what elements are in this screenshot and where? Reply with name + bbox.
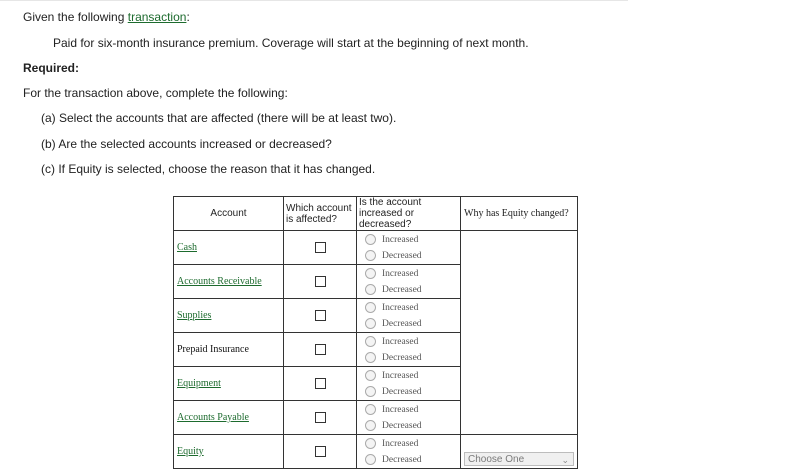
transaction-table <box>173 196 578 469</box>
affected-cell <box>284 435 357 469</box>
transaction-description: Paid for six-month insurance premium. Coverage will start at the beginning of next month. <box>53 36 529 50</box>
part-b: (b) Are the selected accounts increased or decreased? <box>41 137 332 151</box>
affected-cell <box>284 367 357 401</box>
checkbox-icon[interactable] <box>315 344 326 355</box>
radio-decreased[interactable]: Decreased <box>365 384 460 400</box>
radio-increased[interactable]: Increased <box>365 266 460 282</box>
radio-icon[interactable] <box>365 268 376 279</box>
radio-decreased[interactable]: Decreased <box>365 452 460 468</box>
table-row <box>174 435 578 469</box>
change-cell <box>357 265 461 299</box>
radio-icon[interactable] <box>365 454 376 465</box>
select-value: Choose One <box>468 454 525 465</box>
account-cell <box>174 435 284 469</box>
radio-increased[interactable]: Increased <box>365 402 460 418</box>
radio-icon[interactable] <box>365 438 376 449</box>
affected-cell <box>284 299 357 333</box>
change-cell <box>357 333 461 367</box>
account-cell <box>174 401 284 435</box>
required-label: Required: <box>23 61 80 75</box>
radio-decreased[interactable]: Decreased <box>365 282 460 298</box>
why-empty-cell <box>461 231 578 435</box>
change-cell <box>357 299 461 333</box>
why-equity-cell <box>461 435 578 469</box>
change-cell <box>357 231 461 265</box>
radio-icon[interactable] <box>365 370 376 381</box>
account-cell <box>174 265 284 299</box>
change-cell <box>357 401 461 435</box>
radio-icon[interactable] <box>365 386 376 397</box>
account-link-equipment[interactable]: Equipment <box>177 378 221 389</box>
radio-icon[interactable] <box>365 234 376 245</box>
affected-cell <box>284 231 357 265</box>
checkbox-icon[interactable] <box>315 446 326 457</box>
checkbox-icon[interactable] <box>315 310 326 321</box>
part-c: (c) If Equity is selected, choose the reason that it has changed. <box>41 162 376 176</box>
account-cell <box>174 367 284 401</box>
radio-decreased[interactable]: Decreased <box>365 350 460 366</box>
radio-increased[interactable]: Increased <box>365 368 460 384</box>
account-link-accounts-payable[interactable]: Accounts Payable <box>177 412 249 423</box>
radio-icon[interactable] <box>365 284 376 295</box>
instruction-text: For the transaction above, complete the following: <box>23 86 288 100</box>
affected-cell <box>284 333 357 367</box>
radio-increased[interactable]: Increased <box>365 436 460 452</box>
account-link-supplies[interactable]: Supplies <box>177 310 212 321</box>
intro-line <box>23 10 190 24</box>
account-link-equity[interactable]: Equity <box>177 446 204 457</box>
radio-decreased[interactable]: Decreased <box>365 248 460 264</box>
account-link-cash[interactable]: Cash <box>177 242 197 253</box>
radio-decreased[interactable]: Decreased <box>365 418 460 434</box>
intro-colon: : <box>186 10 190 24</box>
radio-icon[interactable] <box>365 250 376 261</box>
equity-reason-select[interactable] <box>464 452 574 466</box>
transaction-link[interactable]: transaction <box>127 10 187 24</box>
radio-decreased[interactable]: Decreased <box>365 316 460 332</box>
intro-text: Given the following <box>23 10 128 24</box>
top-divider <box>0 0 628 1</box>
account-cell <box>174 231 284 265</box>
table-header-row <box>174 197 578 231</box>
affected-cell <box>284 265 357 299</box>
checkbox-icon[interactable] <box>315 378 326 389</box>
radio-icon[interactable] <box>365 318 376 329</box>
radio-increased[interactable]: Increased <box>365 232 460 248</box>
account-cell <box>174 299 284 333</box>
radio-increased[interactable]: Increased <box>365 300 460 316</box>
radio-icon[interactable] <box>365 352 376 363</box>
radio-icon[interactable] <box>365 420 376 431</box>
account-cell <box>174 333 284 367</box>
checkbox-icon[interactable] <box>315 242 326 253</box>
account-link-accounts-receivable[interactable]: Accounts Receivable <box>177 276 262 287</box>
radio-icon[interactable] <box>365 302 376 313</box>
header-change: Is the account increased or decreased? <box>357 197 461 231</box>
header-why-equity: Why has Equity changed? <box>461 197 578 231</box>
account-label-prepaid-insurance: Prepaid Insurance <box>177 344 249 355</box>
chevron-down-icon: ⌄ <box>561 455 569 465</box>
header-affected: Which account is affected? <box>284 197 357 231</box>
radio-icon[interactable] <box>365 336 376 347</box>
part-a: (a) Select the accounts that are affected (there will be at least two). <box>41 111 397 125</box>
header-account: Account <box>174 197 284 231</box>
change-cell <box>357 367 461 401</box>
change-cell <box>357 435 461 469</box>
affected-cell <box>284 401 357 435</box>
table-row <box>174 231 578 265</box>
checkbox-icon[interactable] <box>315 412 326 423</box>
radio-increased[interactable]: Increased <box>365 334 460 350</box>
radio-icon[interactable] <box>365 404 376 415</box>
checkbox-icon[interactable] <box>315 276 326 287</box>
